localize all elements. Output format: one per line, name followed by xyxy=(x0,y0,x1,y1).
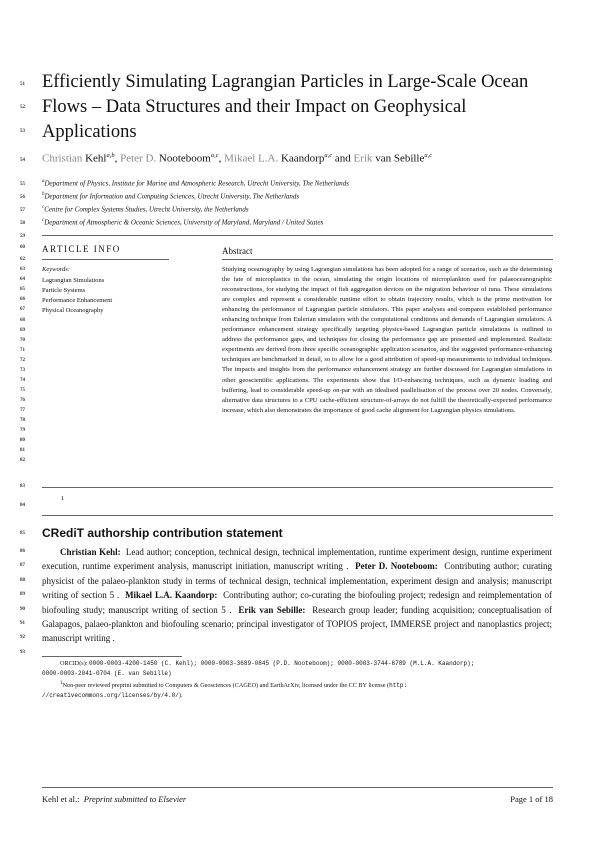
keyword: Lagrangian Simulations xyxy=(42,277,105,284)
abstract-heading: Abstract xyxy=(222,246,253,256)
footer-left: Kehl et al.: Preprint submitted to Elsevier xyxy=(42,794,187,804)
line-number: 87 xyxy=(20,563,25,569)
line-number: 84 xyxy=(20,503,25,508)
affiliation: $^a$Department of Physics, Institute for Marine and Atmospheric Research, Utrecht University, The Netherlands xyxy=(42,179,349,188)
line-number: 56 xyxy=(20,195,25,200)
credit-heading: CRediT authorship contribution statement xyxy=(42,526,283,540)
line-number: 55 xyxy=(20,182,25,187)
affiliation: $^c$Centre for Complex Systems Studies, Utrecht University, the Netherlands xyxy=(42,205,249,214)
paper-title: Efficiently Simulating Lagrangian Particles in Large-Scale Ocean Flows – Data Structures and their Impact on Geophysical Applications xyxy=(42,72,529,142)
keyword: Performance Enhancement xyxy=(42,297,113,304)
line-number: 60 xyxy=(20,245,25,250)
line-number: 54 xyxy=(20,158,25,163)
line-number: 64 xyxy=(20,277,25,282)
credit-text: Lead author; conception, technical design, technical implementation, runtime experiment design, runtime experiment execution, runtime experiment analysis, manuscript initiation, manuscript writing . xyxy=(42,547,552,572)
orcid-footnote: ORCID(s): 0000-0003-4200-1450 (C. Kehl); 0000-0003-3689-0845 (P.D. Nooteboom); 0000-0003-3744-6789 (M.L.A. Kaandorp); 0000-0003-2041-0704 (E. van Sebille) xyxy=(42,660,475,677)
page-number: Page 1 of 18 xyxy=(510,794,553,804)
keyword: Particle Systems xyxy=(42,287,86,294)
line-number: 82 xyxy=(20,458,25,463)
author-first-name: Erik xyxy=(353,152,376,165)
license-footnote: $^1$Non-peer reviewed preprint submitted to Computers & Geosciences (CAGEO) and EarthArXiv, licensed under the CC BY license (http: //creativecommons.org/licenses/by/4.0/). xyxy=(42,680,408,699)
credit-author: Mikael L.A. Kaandorp: xyxy=(125,590,218,601)
footer-rule xyxy=(42,787,553,788)
credit-author: Erik van Sebille: xyxy=(238,604,306,615)
line-number: 70 xyxy=(20,338,25,343)
line-number: 71 xyxy=(20,348,25,353)
line-number: 88 xyxy=(20,577,25,583)
line-number: 78 xyxy=(20,418,25,423)
line-number: 68 xyxy=(20,318,25,323)
line-number: 67 xyxy=(20,307,25,312)
line-number: 85 xyxy=(20,531,25,536)
abstract-body: Studying oceanography by using Lagrangian simulations has been adopted for a range of scenarios, such as the determining the fate of microplastics in the ocean, simulating the origin locations of microplankton used for palaeoceanographic reconstructions, for studying the impact of fish aggregation devices on the migration behaviour of tuna. These simulations are complex and represent a considerable runtime effort to obtain trajectory results, which is the prime motivation for enhancing the performance of Lagrangian particle simulators. This paper analyses and compares established performance enhancing technique from Eulerian simulators with the computational conditions and demands of Lagrangian simulators. A performance enhancement strategy specifically targeting physics-based Lagrangian particle simulations is outlined to address the performance gaps, and techniques for closing the performance gap are presented and implemented. Realistic experiments are derived from three specific oceanographic application scenarios, and the suggested performance-enhancing techniques are benchmarked in detail, so to allow for a good attribution of speed-up measurements to individual techniques. The impacts and insights from the performance enhancement strategy are further discussed for Lagrangian simulations in other geoscientific applications. The experiments show that I/O-enhancing techniques, such as dynamic loading and buffering, lead to considerable speed-up on-par with an idealised paallelisation of the process over 20 nodes. Conversely, alternative data structures to a CPU cache-efficient structure-of-arrays do not fulfill the theoretically-expected performance increase, which also demonstrates the importance of good cache alignment for Lagrangian physics simulations. xyxy=(222,266,552,414)
footnote-marker: 1 xyxy=(61,495,65,502)
divider xyxy=(42,487,553,488)
keywords-label: Keywords: xyxy=(42,266,70,273)
author-first-name: Peter D. xyxy=(120,152,159,165)
author-last-name: van Sebille xyxy=(375,152,425,165)
author-affiliation-mark: a,c xyxy=(324,152,333,159)
line-number: 86 xyxy=(20,549,25,554)
line-number: 77 xyxy=(20,408,25,413)
author-last-name: Kehl xyxy=(85,152,107,165)
line-number: 76 xyxy=(20,398,25,403)
author-list xyxy=(42,152,432,165)
divider xyxy=(42,259,169,260)
line-number: 63 xyxy=(20,267,25,272)
line-number: 80 xyxy=(20,438,25,443)
affiliation: $^b$Department for Information and Computing Sciences, Utrecht University, The Netherlands xyxy=(42,192,300,201)
line-number: 89 xyxy=(20,592,25,598)
line-number: 91 xyxy=(20,621,25,626)
line-number: 90 xyxy=(20,606,25,612)
line-number: 65 xyxy=(20,287,25,292)
keyword: Physical Oceanography xyxy=(42,307,104,314)
author-separator: , xyxy=(218,152,225,165)
author-first-name: Christian xyxy=(42,152,86,165)
author-last-name: Kaandorp xyxy=(280,152,325,165)
divider xyxy=(42,235,553,236)
credit-text: Research group leader; funding acquisition; conceptualisation of Galapagos, palaeo-plankton and biofouling scenario; principal investigator of TOPIOS project, IMMERSE project and nanoplastics project; manuscript writing . xyxy=(42,604,553,644)
line-number: 81 xyxy=(20,448,25,453)
credit-text: Contributing author; co-curating the biofouling project; redesign and reimplementation of biofouling study; manuscript writing of section 5 . xyxy=(42,590,553,615)
affiliation: $^c$Department of Atmospheric & Oceanic Sciences, University of Maryland, Maryland / United States xyxy=(42,218,324,227)
line-number: 53 xyxy=(20,129,25,134)
divider xyxy=(222,259,553,260)
line-number: 66 xyxy=(20,297,25,302)
line-number: 69 xyxy=(20,328,25,333)
line-number: 79 xyxy=(20,428,25,433)
credit-text: Contributing author; curating physicist of the palaeo-plankton study in terms of technical design, technical implementation, experiment design and analysis; manuscript writing of section 5 . xyxy=(42,561,553,601)
author-last-name: Nooteboom xyxy=(158,152,211,165)
author-first-name: Mikael L.A. xyxy=(224,152,281,165)
author-affiliation-mark: a,c xyxy=(424,152,433,159)
line-number: 57 xyxy=(20,208,25,213)
license-link[interactable]: http: xyxy=(389,682,408,690)
line-number: 73 xyxy=(20,368,25,373)
license-link[interactable]: //creativecommons.org/licenses/by/4.0/ xyxy=(42,691,179,699)
author-affiliation-mark: a,b xyxy=(106,152,115,159)
line-number: 83 xyxy=(20,484,25,489)
article-info-heading: ARTICLE INFO xyxy=(42,244,121,254)
line-number: 93 xyxy=(20,649,25,655)
credit-author: Christian Kehl: xyxy=(60,547,121,557)
line-number: 59 xyxy=(20,234,25,239)
line-number: 51 xyxy=(20,82,25,87)
author-affiliation-mark: a,c xyxy=(210,152,219,159)
line-number: 62 xyxy=(20,257,25,262)
footnote-rule xyxy=(42,656,182,657)
line-number: 75 xyxy=(20,388,25,393)
author-separator: and xyxy=(332,152,354,165)
line-number: 74 xyxy=(20,378,25,383)
credit-statement xyxy=(42,545,552,646)
line-number: 52 xyxy=(20,105,25,110)
author-separator: , xyxy=(114,152,121,165)
line-number: 72 xyxy=(20,358,25,363)
line-number: 58 xyxy=(20,221,25,226)
credit-author: Peter D. Nooteboom: xyxy=(355,561,438,572)
divider xyxy=(42,515,553,516)
line-number: 92 xyxy=(20,635,25,641)
